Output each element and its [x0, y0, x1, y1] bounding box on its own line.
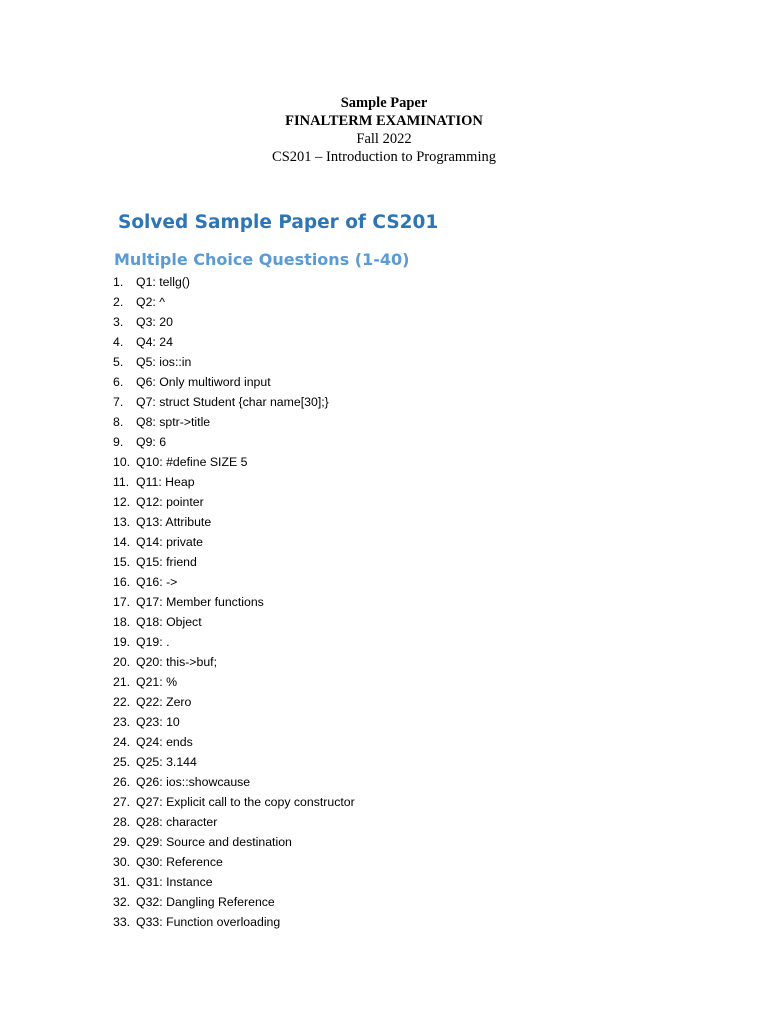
list-item-number: 4. [113, 335, 124, 349]
header-sample-paper: Sample Paper [340, 95, 428, 111]
list-item [0, 472, 768, 492]
list-item-number: 7. [113, 395, 124, 409]
list-item-text: Q10: #define SIZE 5 [136, 455, 248, 469]
list-item-number: 5. [113, 355, 124, 369]
list-item-text: Q15: friend [136, 555, 197, 569]
list-item-text: Q4: 24 [136, 335, 173, 349]
list-item [0, 452, 768, 472]
list-item-text: Q8: sptr->title [136, 415, 211, 429]
list-item-number: 14. [113, 535, 131, 549]
list-item [0, 372, 768, 392]
list-item [0, 552, 768, 572]
list-item-number: 29. [113, 835, 131, 849]
list-item-number: 13. [113, 515, 131, 529]
list-item [0, 832, 768, 852]
list-item-number: 17. [113, 595, 131, 609]
list-item-number: 22. [113, 695, 131, 709]
list-item [0, 352, 768, 372]
list-item-text: Q7: struct Student {char name[30];} [136, 395, 329, 409]
list-item [0, 632, 768, 652]
list-item [0, 892, 768, 912]
list-item-number: 1. [113, 275, 124, 289]
list-item-number: 26. [113, 775, 131, 789]
list-item [0, 272, 768, 292]
list-item [0, 412, 768, 432]
list-item [0, 392, 768, 412]
list-item-number: 10. [113, 455, 131, 469]
list-item-text: Q32: Dangling Reference [136, 895, 275, 909]
list-item-text: Q26: ios::showcause [136, 775, 251, 789]
list-item-number: 24. [113, 735, 131, 749]
list-item-text: Q22: Zero [136, 695, 192, 709]
list-item-text: Q6: Only multiword input [136, 375, 271, 389]
list-item-text: Q13: Attribute [136, 515, 212, 529]
list-item-number: 2. [113, 295, 124, 309]
header-exam-type: FINALTERM EXAMINATION [285, 113, 483, 129]
list-item-number: 12. [113, 495, 131, 509]
list-item [0, 572, 768, 592]
list-item [0, 752, 768, 772]
list-item [0, 332, 768, 352]
document-title: Solved Sample Paper of CS201 [118, 212, 439, 233]
list-item-text: Q5: ios::in [136, 355, 192, 369]
list-item-text: Q31: Instance [136, 875, 213, 889]
list-item-text: Q2: ^ [136, 295, 166, 309]
list-item [0, 512, 768, 532]
list-item-text: Q14: private [136, 535, 203, 549]
list-item-text: Q23: 10 [136, 715, 180, 729]
list-item [0, 912, 768, 932]
list-item-text: Q30: Reference [136, 855, 223, 869]
list-item-text: Q28: character [136, 815, 218, 829]
list-item [0, 492, 768, 512]
list-item-text: Q18: Object [136, 615, 202, 629]
list-item-text: Q25: 3.144 [136, 755, 197, 769]
list-item [0, 612, 768, 632]
list-item [0, 652, 768, 672]
exam-header [0, 94, 768, 166]
list-item-number: 8. [113, 415, 124, 429]
list-item [0, 732, 768, 752]
list-item-text: Q1: tellg() [136, 275, 190, 289]
list-item [0, 592, 768, 612]
list-item-text: Q9: 6 [136, 435, 167, 449]
list-item [0, 292, 768, 312]
list-item-number: 19. [113, 635, 131, 649]
list-item-text: Q17: Member functions [136, 595, 264, 609]
list-item-number: 23. [113, 715, 131, 729]
list-item-number: 3. [113, 315, 124, 329]
list-item-number: 9. [113, 435, 124, 449]
list-item-text: Q21: % [136, 675, 178, 689]
list-item-number: 30. [113, 855, 131, 869]
list-item-text: Q33: Function overloading [136, 915, 281, 929]
list-item-number: 32. [113, 895, 131, 909]
list-item-number: 27. [113, 795, 131, 809]
list-item-text: Q11: Heap [136, 475, 195, 489]
list-item [0, 312, 768, 332]
list-item [0, 532, 768, 552]
answer-list [0, 272, 768, 932]
list-item [0, 692, 768, 712]
list-item-number: 33. [113, 915, 131, 929]
header-term: Fall 2022 [356, 131, 412, 147]
list-item [0, 672, 768, 692]
section-title: Multiple Choice Questions (1-40) [114, 250, 410, 269]
list-item-text: Q29: Source and destination [136, 835, 292, 849]
list-item [0, 712, 768, 732]
list-item-number: 28. [113, 815, 131, 829]
list-item-number: 31. [113, 875, 131, 889]
list-item [0, 852, 768, 872]
list-item-number: 11. [113, 475, 130, 489]
list-item [0, 792, 768, 812]
list-item-number: 20. [113, 655, 131, 669]
list-item-number: 21. [113, 675, 131, 689]
list-item-text: Q27: Explicit call to the copy constructor [136, 795, 355, 809]
list-item [0, 432, 768, 452]
list-item-number: 16. [113, 575, 131, 589]
list-item-number: 25. [113, 755, 131, 769]
list-item-text: Q24: ends [136, 735, 193, 749]
list-item-number: 15. [113, 555, 131, 569]
list-item-text: Q3: 20 [136, 315, 173, 329]
list-item [0, 872, 768, 892]
list-item [0, 812, 768, 832]
list-item [0, 772, 768, 792]
list-item-text: Q16: -> [136, 575, 178, 589]
list-item-text: Q20: this->buf; [136, 655, 217, 669]
header-course: CS201 – Introduction to Programming [272, 149, 496, 165]
list-item-text: Q12: pointer [136, 495, 204, 509]
list-item-text: Q19: . [136, 635, 170, 649]
list-item-number: 6. [113, 375, 124, 389]
list-item-number: 18. [113, 615, 131, 629]
